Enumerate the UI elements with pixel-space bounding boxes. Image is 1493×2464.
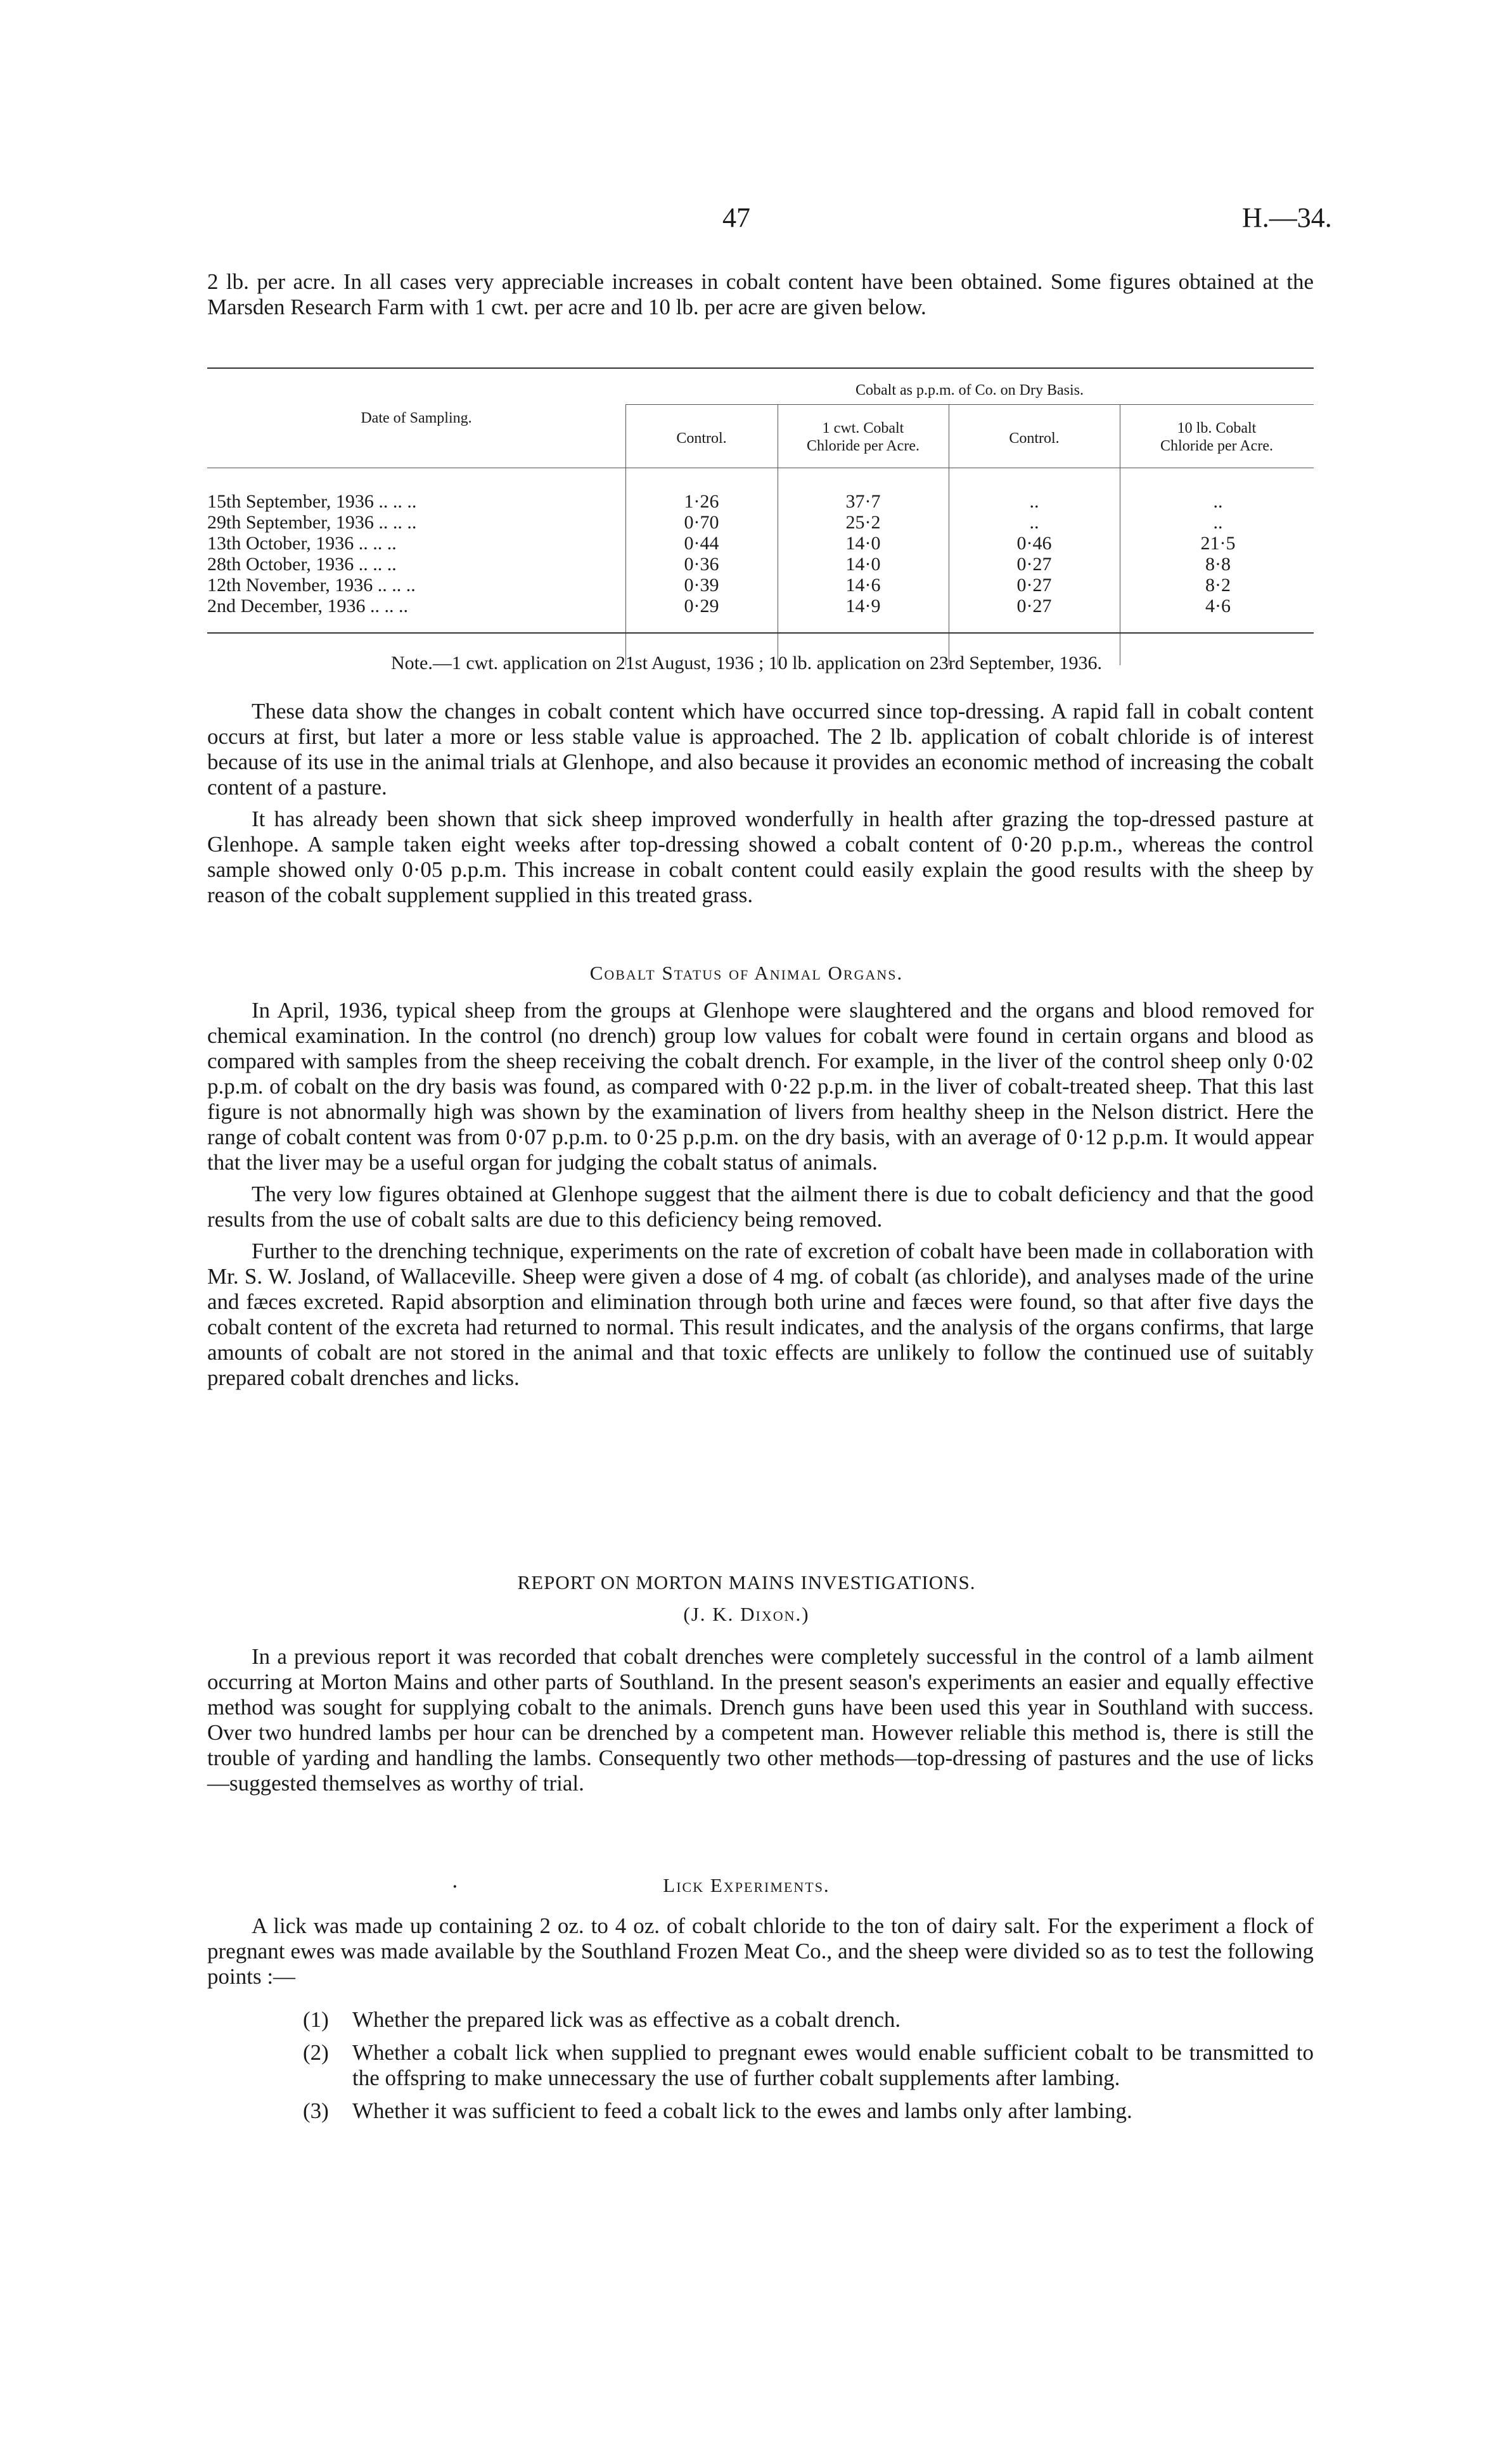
date-cell: 15th September, 1936 .. .. ..: [207, 491, 417, 512]
10lb-cell: ..: [1213, 512, 1223, 533]
col-divider: [625, 404, 626, 665]
col-header-cwt: [778, 419, 949, 455]
control-2-cell: ..: [1029, 512, 1039, 533]
control-2-cell: 0·27: [1016, 596, 1052, 616]
control-1-cell: 0·36: [684, 554, 719, 575]
list-item: [303, 2098, 1314, 2124]
paragraph: In April, 1936, typical sheep from the groups at Glenhope were slaughtered and the organs and blood removed for chemical examination. In the control (no drench) group low values for cobalt were found in certain organs and blood as compared with samples from the sheep receiving the cobalt drench. For example, in the liver of the control sheep only 0·02 p.p.m. of cobalt on the dry basis was found, as compared with 0·22 p.p.m. in the liver of cobalt-treated sheep. That this last figure is not abnormally high was shown by the examination of livers from healthy sheep in the Nelson district. Here the range of cobalt content was from 0·07 p.p.m. to 0·25 p.p.m. on the dry basis, with an average of 0·12 p.p.m. It would appear that the liver may be a useful organ for judging the cobalt status of animals.: [207, 998, 1314, 1175]
animal-organs-section: [207, 998, 1314, 1391]
paragraph: In a previous report it was recorded that cobalt drenches were completely successful in the control of a lamb ailment occurring at Morton Mains and other parts of Southland. In the present season's experiments an easier and equally effective method was sought for supplying cobalt to the animals. Drench guns have been used this year in Southland with success. Over two hundred lambs per hour can be drenched by a competent man. However reliable this method is, there is still the trouble of yarding and handling the lambs. Consequently two other methods—top-dressing of pastures and the use of licks—suggested themselves as worthy of trial.: [207, 1644, 1314, 1796]
cwt-cell: 14·6: [845, 575, 881, 596]
morton-mains-section: [207, 1644, 1314, 1796]
control-2-cell: 0·27: [1016, 554, 1052, 575]
paragraph: The very low figures obtained at Glenhope suggest that the ailment there is due to cobalt deficiency and that the good results from the use of cobalt salts are due to this deficiency being removed.: [207, 1182, 1314, 1232]
cwt-cell: 25·2: [845, 512, 881, 533]
list-item-number: (3): [303, 2098, 329, 2123]
date-cell: 13th October, 1936 .. .. ..: [207, 533, 397, 554]
paragraph: These data show the changes in cobalt content which have occurred since top-dressing. A rapid fall in cobalt content occurs at first, but later a more or less stable value is approached. The 2 lb. application of cobalt chloride is of interest because of its use in the animal trials at Glenhope, and also because it provides an economic method of increasing the cobalt content of a pasture.: [207, 699, 1314, 800]
intro-text: 2 lb. per acre. In all cases very appreciable increases in cobalt content have been obtained. Some figures obtained at the Marsden Research Farm with 1 cwt. per acre and 10 lb. per acre are given below.: [207, 269, 1314, 319]
control-1-cell: 0·44: [684, 533, 719, 554]
document-reference: H.—34.: [1242, 202, 1332, 233]
col-header-control-2: Control.: [1009, 430, 1060, 447]
10lb-cell: 4·6: [1205, 596, 1231, 616]
list-item-text: Whether the prepared lick was as effective as a cobalt drench.: [352, 2007, 901, 2032]
control-1-cell: 1·26: [684, 491, 719, 512]
control-2-cell: 0·46: [1016, 533, 1052, 554]
section-heading-lick-experiments: Lick Experiments.: [663, 1874, 830, 1896]
cwt-cell: 37·7: [845, 491, 881, 512]
table-bottom-rule: [207, 632, 1314, 634]
col-header-cwt-line2: Chloride per Acre.: [807, 438, 920, 454]
table-note: Note.—1 cwt. application on 21st August, 1936 ; 10 lb. application on 23rd September, 1936.: [391, 653, 1102, 673]
10lb-cell: 8·2: [1205, 575, 1231, 596]
paragraph: Further to the drenching technique, experiments on the rate of excretion of cobalt have been made in collaboration with Mr. S. W. Josland, of Wallaceville. Sheep were given a dose of 4 mg. of cobalt (as chloride), and analyses made of the urine and fæces excreted. Rapid absorption and elimination through both urine and fæces were found, so that after five days the cobalt content of the excreta had returned to normal. This result indicates, and the analysis of the organs confirms, that large amounts of cobalt are not stored in the animal and that toxic effects are unlikely to follow the continued use of suitably prepared cobalt drenches and licks.: [207, 1239, 1314, 1390]
list-item-number: (1): [303, 2007, 329, 2032]
10lb-cell: 8·8: [1205, 554, 1231, 575]
page-number: 47: [722, 202, 750, 233]
cwt-cell: 14·9: [845, 596, 881, 616]
intro-paragraph: [207, 269, 1314, 320]
points-list: [303, 2007, 1314, 2131]
date-cell: 29th September, 1936 .. .. ..: [207, 512, 417, 533]
paragraph: A lick was made up containing 2 oz. to 4 oz. of cobalt chloride to the ton of dairy salt. For the experiment a flock of pregnant ewes was made available by the Southland Frozen Meat Co., and the sheep were divided so as to test the following points :—: [207, 1913, 1314, 1989]
col-header-10lb: [1120, 419, 1314, 455]
section-heading-animal-organs: Cobalt Status of Animal Organs.: [589, 962, 904, 984]
date-cell: 28th October, 1936 .. .. ..: [207, 554, 397, 575]
cwt-cell: 14·0: [845, 533, 881, 554]
list-item-number: (2): [303, 2040, 329, 2065]
table-top-rule: [207, 367, 1314, 369]
discussion-section: [207, 699, 1314, 908]
lick-experiments-section: [207, 1913, 1314, 1989]
date-cell: 12th November, 1936 .. .. ..: [207, 575, 416, 596]
report-heading-morton-mains: REPORT ON MORTON MAINS INVESTIGATIONS.: [517, 1571, 976, 1593]
bullet-mark: ·: [451, 1874, 459, 1899]
col-header-control-1: Control.: [676, 430, 727, 447]
group-header: Cobalt as p.p.m. of Co. on Dry Basis.: [855, 382, 1084, 399]
group-header-rule: [625, 404, 1314, 405]
list-item: [303, 2007, 1314, 2033]
list-item: [303, 2040, 1314, 2091]
control-1-cell: 0·29: [684, 596, 719, 616]
10lb-cell: ..: [1213, 491, 1223, 512]
control-2-cell: 0·27: [1016, 575, 1052, 596]
col-header-10lb-line1: 10 lb. Cobalt: [1177, 420, 1257, 437]
col-header-cwt-line1: 1 cwt. Cobalt: [822, 420, 904, 437]
control-1-cell: 0·70: [684, 512, 719, 533]
col-header-date: Date of Sampling.: [361, 410, 472, 426]
author-line: (J. K. Dixon.): [683, 1603, 810, 1625]
col-header-10lb-line2: Chloride per Acre.: [1160, 438, 1273, 454]
10lb-cell: 21·5: [1200, 533, 1236, 554]
list-item-text: Whether it was sufficient to feed a cobalt lick to the ewes and lambs only after lambing.: [352, 2098, 1132, 2123]
list-item-text: Whether a cobalt lick when supplied to pregnant ewes would enable sufficient cobalt to be transmitted to the offspring to make unnecessary the use of further cobalt supplements after lambing.: [352, 2040, 1314, 2090]
paragraph: It has already been shown that sick sheep improved wonderfully in health after grazing the top-dressed pasture at Glenhope. A sample taken eight weeks after top-dressing showed a cobalt content of 0·20 p.p.m., whereas the control sample showed only 0·05 p.p.m. This increase in cobalt content could easily explain the good results with the sheep by reason of the cobalt supplement supplied in this treated grass.: [207, 807, 1314, 907]
control-2-cell: ..: [1029, 491, 1039, 512]
date-cell: 2nd December, 1936 .. .. ..: [207, 596, 409, 616]
cwt-cell: 14·0: [845, 554, 881, 575]
control-1-cell: 0·39: [684, 575, 719, 596]
